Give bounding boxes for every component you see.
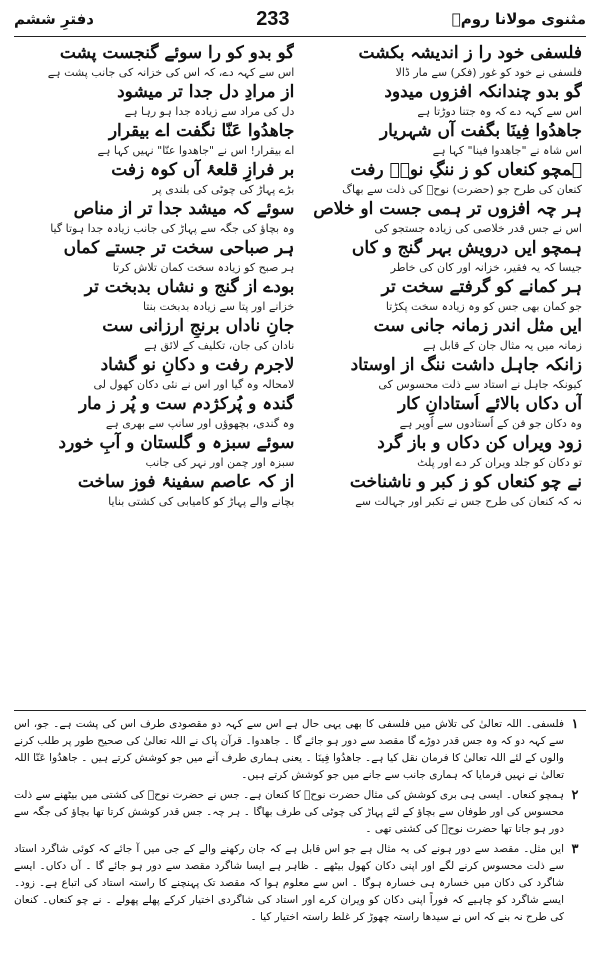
urdu-translation: اس سے کہہ دے، کہ اس کی خزانہ کی جانب پشت ہے [47, 66, 295, 79]
couplets-body [18, 42, 582, 704]
page-header [14, 6, 586, 32]
urdu-translation: نادان کی جان، تکلیف کے لائق ہے [144, 339, 295, 352]
urdu-translation: اس سے کہہ دے کہ وہ جتنا دوڑتا ہے [417, 105, 582, 118]
left-hemistich [18, 432, 294, 471]
footnote-marker: ۲ [571, 787, 579, 802]
urdu-translation: فلسفی نے خود کو غور (فکر) سے مار ڈالا [395, 66, 582, 79]
couplet [18, 315, 582, 354]
urdu-translation: نہ کہ کنعان کی طرح جس نے تکبر اور جہالت سے [355, 495, 582, 508]
couplet [18, 354, 582, 393]
footnote-text: ایں مثل۔ مقصد سے دور ہونے کی یہ مثال ہے جو اس قابل ہے کہ جان رکھنے والے کے جی میں آ جائے کہ کوئی شاگرد استاد سے ذلت محسوس کرنے لگے اور اپنی دکان کھول بیٹھے ۔ ظاہر ہے ایسا شاگرد مقصد سے دور ہو جائے گا ۔ آں دکاں۔ ایسے شاگرد کی دکان میں خسارہ ہی خسارہ ہوگا ۔ اس سے معلوم ہوا کہ مقصد تک پہنچنے کا راستہ استاد کی اتباع ہے۔ زود۔ ایسے شاگرد کو چاہیے کہ فوراً اپنی دکان کو ویران کرے اور استاد کی شاگردی اختیار کرکے پھلے پھولے ۔ نے چو کنعاں۔ کنعان کی طرح نہ بنے کہ اس نے سیدھا راستہ چھوڑ کر غلط راستہ اختیار کیا ۔ [14, 843, 564, 923]
right-hemistich [306, 393, 582, 432]
persian-verse: ہمچو کنعاں کو ز ننگِ نوحؑ رفت [350, 160, 582, 180]
right-hemistich [306, 354, 582, 393]
footnote [14, 841, 586, 926]
persian-verse: آں دکاں بالائے اُستادانِ کار [397, 394, 582, 414]
persian-verse: گندہ و پُرکژدم ست و پُر ز مار [78, 394, 295, 414]
right-hemistich [306, 471, 582, 510]
volume-title: دفترِ ششم [14, 10, 94, 28]
persian-verse: ہر صباحی سخت تر جستے کماں [63, 238, 295, 258]
left-hemistich [18, 159, 294, 198]
urdu-translation: خزانے اور پتا سے زیادہ بدبخت بنتا [142, 300, 295, 313]
footnote-marker: ۱ [571, 716, 579, 731]
left-hemistich [18, 120, 294, 159]
urdu-translation: لامحالہ وہ گیا اور اس نے نئی دکان کھول لی [93, 378, 295, 391]
footnote-marker: ۳ [571, 841, 579, 856]
persian-verse: سوئے سبزہ و گلستان و آبِ خورد [58, 433, 295, 453]
couplet [18, 237, 582, 276]
footnote-text: فلسفی۔ اللہ تعالیٰ کی تلاش میں فلسفی کا بھی یہی حال ہے اس سے کہہ دو مقصودی طرف اس کی پشت ہے۔ جو، اس سے کہہ دو کہ وہ جس قدر دوڑے گا مقصد سے دور ہو جائے گا ۔ جاھدوا۔ قرآن پاک نے اللہ تعالیٰ کی صحیح طور پر طلب کرنے والوں کے لئے اللہ تعالیٰ کا فرمان نقل کیا ہے۔ جاھدُوا فِینَا ۔ یعنی ہماری طرف آنے میں جو کوشش کرتے ہیں ۔ جاھدُوا عَنّا اللہ تعالیٰ نے نہیں فرمایا کہ ہماری جانب سے جانے میں جو کوشش کرتے ہیں۔ [14, 718, 564, 781]
couplet [18, 393, 582, 432]
persian-verse: جاھدُوا فِینَا بگفت آں شہریار [379, 121, 582, 141]
persian-verse: زود ویراں کن دکاں و باز گرد [377, 433, 582, 453]
right-hemistich [306, 198, 582, 237]
persian-verse: ہر چہ افزوں تر ہمی جست او خلاص [313, 199, 582, 219]
couplet [18, 276, 582, 315]
urdu-translation: وہ بچاؤ کی جگہ سے پہاڑ کی جانب زیادہ جدا ہوتا گیا [50, 222, 295, 235]
page-number: 233 [256, 7, 290, 30]
left-hemistich [18, 237, 294, 276]
urdu-translation: اس نے جس قدر خلاصی کی زیادہ جستجو کی [374, 222, 582, 235]
urdu-translation: سبزہ اور چمن اور نہر کی جانب [145, 456, 295, 469]
couplet [18, 81, 582, 120]
left-hemistich [18, 42, 294, 81]
couplet [18, 120, 582, 159]
persian-verse: سوئے کہ میشد جدا تر از مناص [73, 199, 295, 219]
couplet [18, 159, 582, 198]
footnote-text: ہمچو کنعاں۔ ایسی ہی بری کوشش کی مثال حضرت نوحؑ کا کنعان ہے۔ جس نے حضرت نوحؑ کی کشتی میں بیٹھنے سے ذلت محسوس کی اور طوفان سے بچاؤ کے لئے پہاڑ کی چوٹی کی طرف بھاگا ۔ ہر چہ۔ جس قدر کوشش کرتا تھا بچاؤ کی جگہ سے دور ہو جاتا تھا حضرت نوحؑ کی کشتی تھی ۔ [14, 789, 564, 835]
urdu-translation: بچانے والے پہاڑ کو کامیابی کی کشتی بنایا [108, 495, 295, 508]
urdu-translation: کنعان کی طرح جو (حضرت) نوحؑ کی ذلت سے بھاگ [342, 183, 582, 196]
right-hemistich [306, 42, 582, 81]
urdu-translation: اس شاہ نے "جاھدوا فینا" کہا ہے [432, 144, 582, 157]
persian-verse: زانکہ جاہل داشت ننگ از اوستاد [350, 355, 582, 375]
couplet [18, 471, 582, 510]
persian-verse: گو بدو چندانکہ افزوں میدود [384, 82, 582, 102]
urdu-translation: زمانہ میں یہ مثال جان کے قابل ہے [423, 339, 582, 352]
footnotes-section [14, 716, 586, 966]
couplet [18, 198, 582, 237]
urdu-translation: دل کی مراد سے زیادہ جدا ہو رہا ہے [124, 105, 295, 118]
urdu-translation: جو کمان بھی جس کو وہ زیادہ سخت پکڑتا [385, 300, 582, 313]
left-hemistich [18, 393, 294, 432]
urdu-translation: بڑے پہاڑ کی چوٹی کی بلندی پر [152, 183, 295, 196]
right-hemistich [306, 120, 582, 159]
persian-verse: نے چو کنعاں کو ز کبر و ناشناخت [349, 472, 582, 492]
right-hemistich [306, 159, 582, 198]
couplet [18, 42, 582, 81]
persian-verse: فلسفی خود را ز اندیشہ بکشت [358, 43, 582, 63]
persian-verse: گو بدو کو را سوئے گنجست پشت [59, 43, 295, 63]
left-hemistich [18, 471, 294, 510]
footnote [14, 787, 586, 838]
left-hemistich [18, 198, 294, 237]
right-hemistich [306, 237, 582, 276]
persian-verse: از کہ عاصم سفینۂ فوز ساخت [77, 472, 295, 492]
couplet [18, 432, 582, 471]
left-hemistich [18, 315, 294, 354]
persian-verse: جانِ ناداں برنجِ ارزانی ست [102, 316, 295, 336]
urdu-translation: جیسا کہ یہ فقیر، خزانہ اور کان کی خاطر [390, 261, 582, 274]
footnote [14, 716, 586, 784]
urdu-translation: کیونکہ جاہل نے استاد سے ذلت محسوس کی [378, 378, 582, 391]
right-hemistich [306, 276, 582, 315]
footnote-divider [14, 710, 586, 711]
urdu-translation: اے بیقرار! اس نے "جاھدوا عنّا" نہیں کہا ہے [97, 144, 295, 157]
left-hemistich [18, 276, 294, 315]
persian-verse: ہمچو ایں درویش بہر گنج و کاں [351, 238, 582, 258]
urdu-translation: ہر صبح کو زیادہ سخت کمان تلاش کرتا [112, 261, 295, 274]
left-hemistich [18, 354, 294, 393]
header-divider [14, 36, 586, 37]
right-hemistich [306, 315, 582, 354]
book-title: مثنوی مولانا رومؒ [451, 10, 586, 28]
persian-verse: ہر کمانے کو گرفتے سخت تر [381, 277, 582, 297]
persian-verse: ایں مثل اندر زمانہ جانی ست [373, 316, 582, 336]
persian-verse: بودے از گنج و نشاں بدبخت تر [84, 277, 295, 297]
urdu-translation: تو دکان کو جلد ویران کر دے اور پلٹ [417, 456, 582, 469]
persian-verse: لاجرم رفت و دکانِ نو گشاد [100, 355, 295, 375]
urdu-translation: وہ دکان جو فن کے اُستادوں سے اُوپر ہے [399, 417, 582, 430]
right-hemistich [306, 81, 582, 120]
persian-verse: بر فرازِ قلعۂ آں کوہ زفت [111, 160, 295, 180]
right-hemistich [306, 432, 582, 471]
persian-verse: جاھدُوا عَنّا نگفت اے بیقرار [108, 121, 295, 141]
persian-verse: از مرادِ دل جدا تر میشود [117, 82, 295, 102]
left-hemistich [18, 81, 294, 120]
urdu-translation: وہ گندی، بچھوؤں اور سانپ سے بھری ہے [105, 417, 295, 430]
